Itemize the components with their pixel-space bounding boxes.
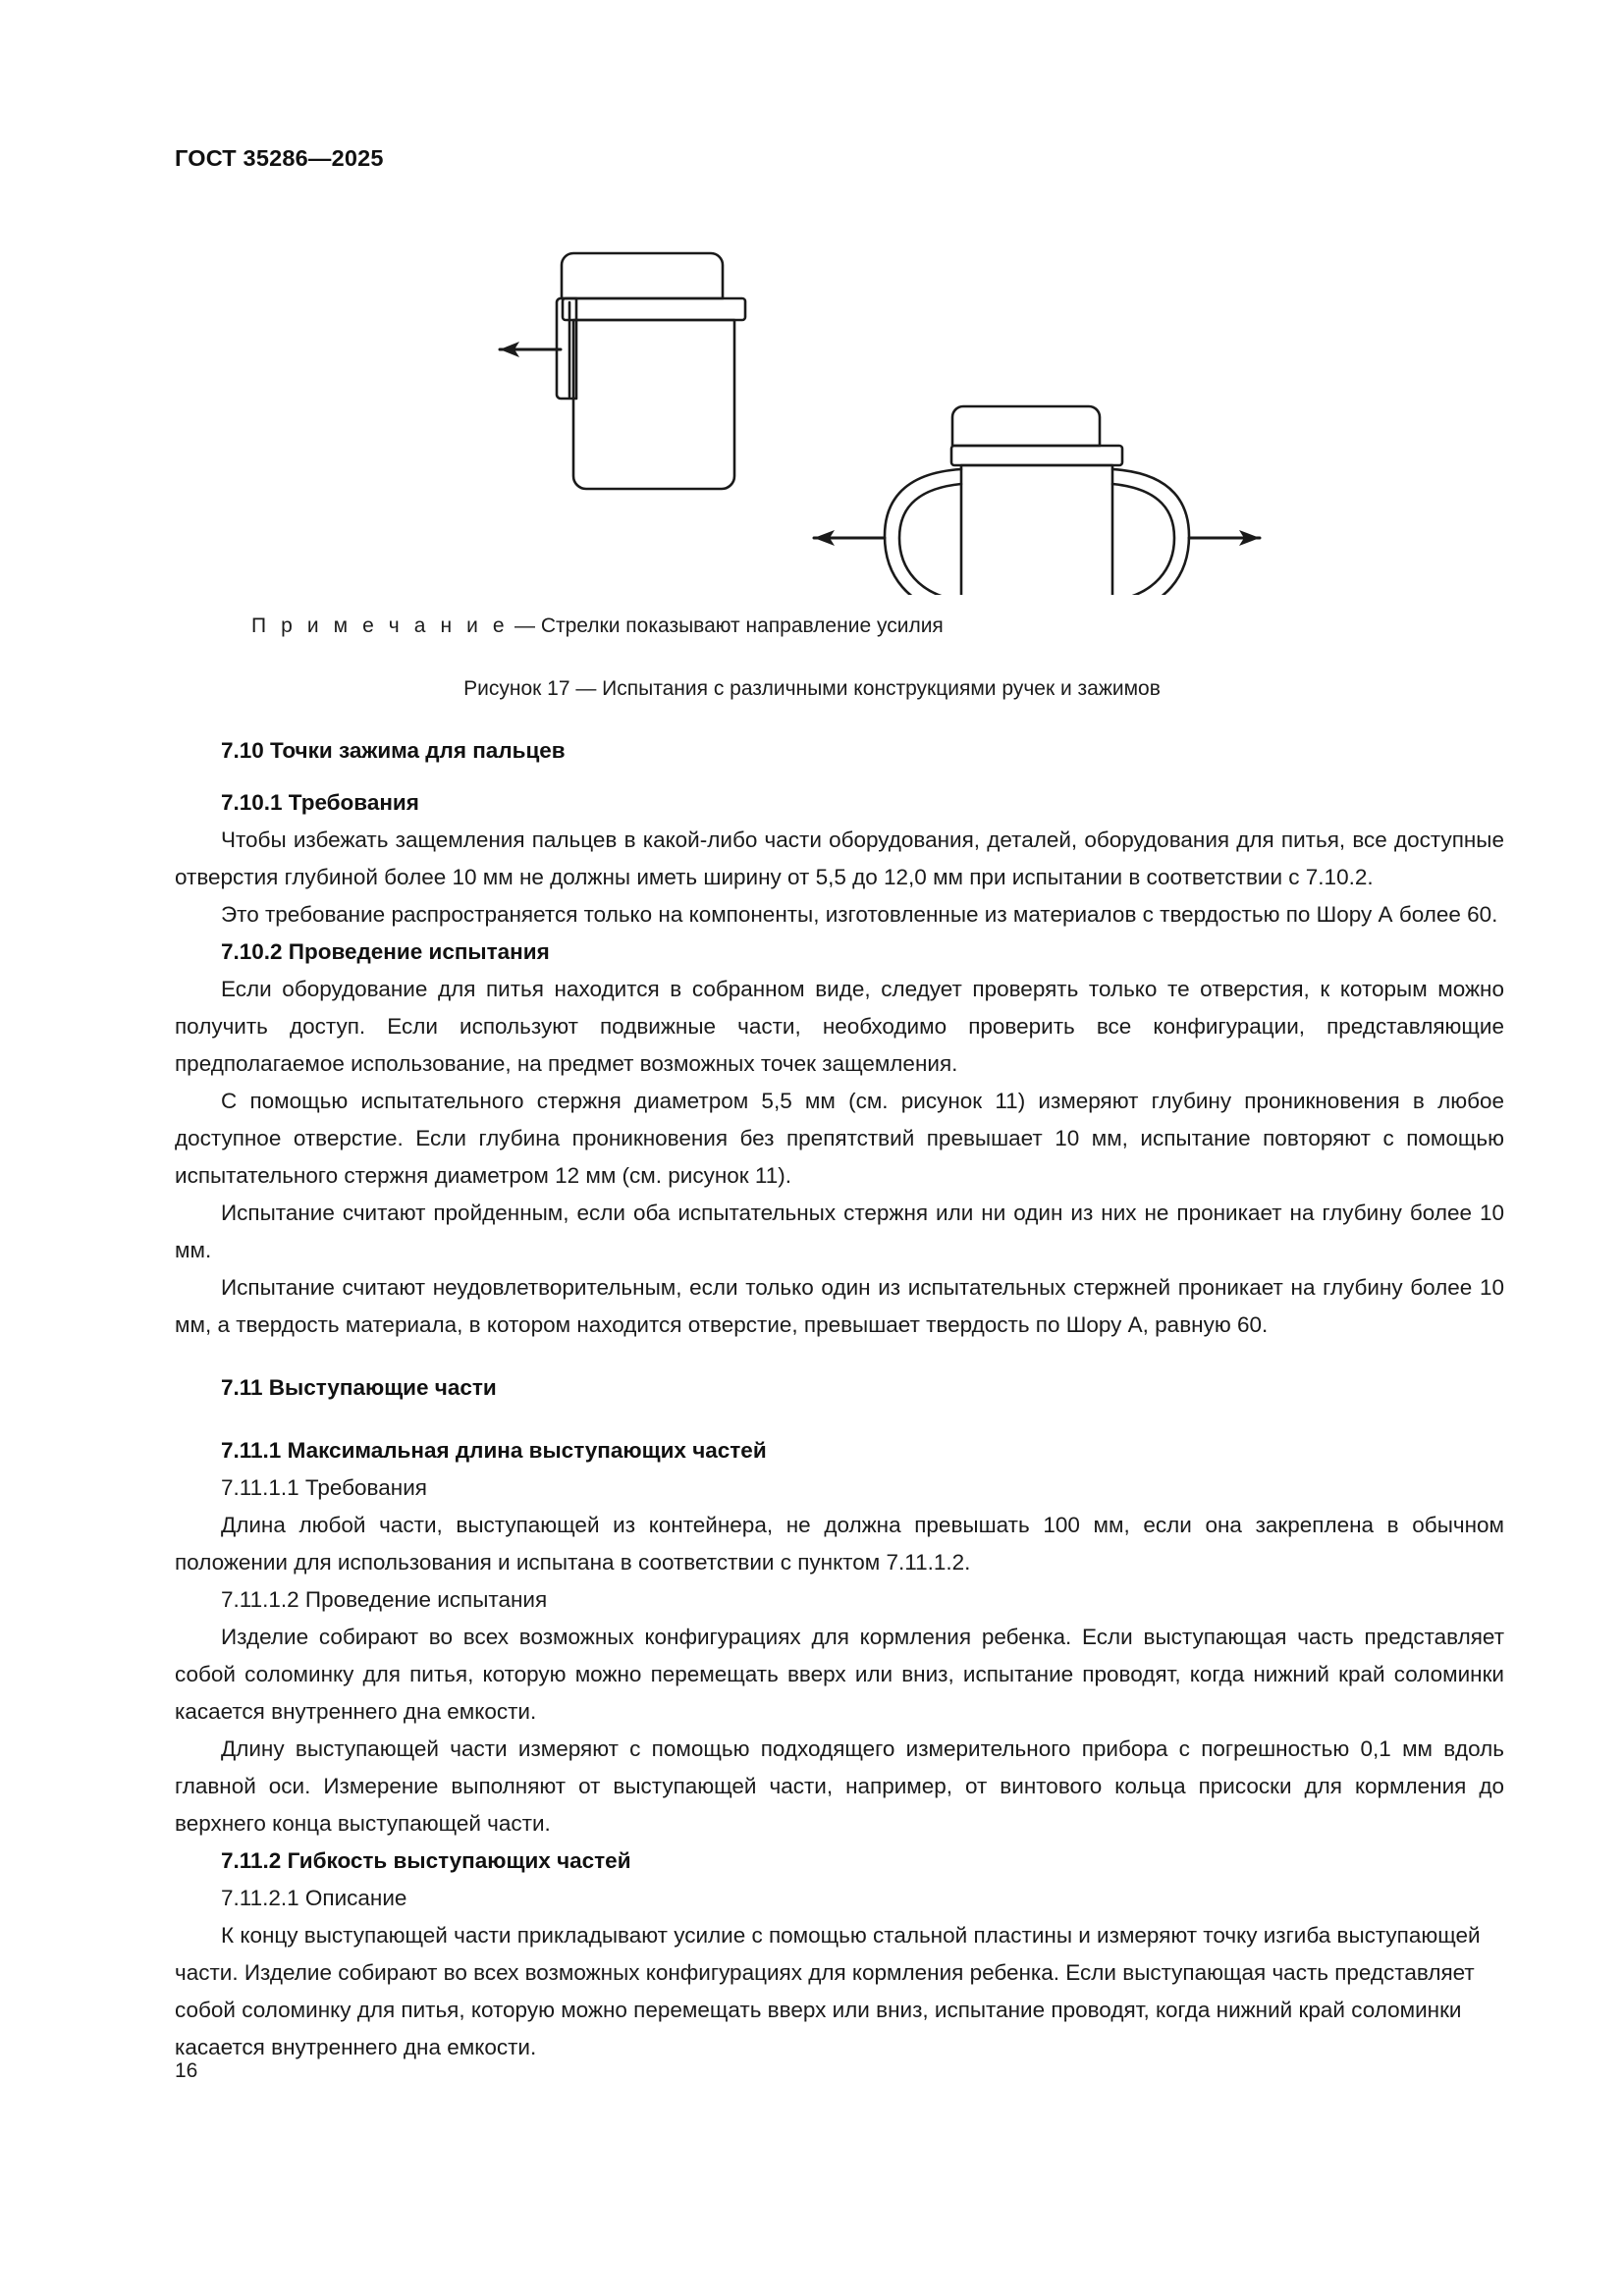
heading-7-10-2: 7.10.2 Проведение испытания	[221, 939, 550, 964]
heading-7-10-1: 7.10.1 Требования	[221, 790, 419, 815]
figure-note-label: П р и м е ч а н и е	[251, 614, 510, 637]
cup-with-clip-icon	[500, 253, 745, 489]
page-header-standard-number: ГОСТ 35286—2025	[175, 145, 384, 171]
heading-7-10: 7.10 Точки зажима для пальцев	[221, 738, 566, 763]
heading-7-11-1-2: 7.11.1.2 Проведение испытания	[221, 1587, 548, 1612]
paragraph-7-10-2-1: Если оборудование для питья находится в собранном виде, следует проверять только те отверстия, к которым можно получить доступ. Если используют подвижные части, необходимо проверить все конфигурации, представляющие предполагаемое использование, на предмет возможных точек защемления.	[175, 977, 1504, 1076]
cup-with-two-loop-handles-icon	[814, 406, 1260, 595]
paragraph-7-11-1-1-1: Длина любой части, выступающей из контейнера, не должна превышать 100 мм, если она закреплена в обычном положении для использования и испытана в соответствии с пунктом 7.11.1.2.	[175, 1513, 1504, 1575]
heading-7-11-2: 7.11.2 Гибкость выступающих частей	[221, 1848, 631, 1873]
paragraph-7-10-2-4: Испытание считают неудовлетворительным, если только один из испытательных стержней проникает на глубину более 10 мм, а твердость материала, в котором находится отверстие, превышает твердость по Шору А, равную 60.	[175, 1275, 1504, 1337]
paragraph-7-10-2-3: Испытание считают пройденным, если оба испытательных стержня или ни один из них не проникает на глубину более 10 мм.	[175, 1201, 1504, 1262]
heading-7-11-1-1: 7.11.1.1 Требования	[221, 1475, 427, 1500]
paragraph-7-10-2-2: С помощью испытательного стержня диаметром 5,5 мм (см. рисунок 11) измеряют глубину проникновения в любое доступное отверстие. Если глубина проникновения без препятствий превышает 10 мм, испытание повторяют с помощью испытательного стержня диаметром 12 мм (см. рисунок 11).	[175, 1089, 1504, 1188]
figure-17-drawing	[388, 192, 1291, 595]
spacer	[175, 1344, 1504, 1369]
spacer	[175, 1407, 1504, 1432]
heading-7-11-1: 7.11.1 Максимальная длина выступающих частей	[221, 1438, 767, 1463]
spacer	[175, 770, 1504, 784]
body-text-column	[175, 732, 1504, 2066]
paragraph-7-11-2-1-1: К концу выступающей части прикладывают усилие с помощью стальной пластины и измеряют точку изгиба выступающей части. Изделие собирают во всех возможных конфигурациях для кормления ребенка. Если выступающая часть представляет собой соломинку для питья, которую можно перемещать вверх или вниз, испытание проводят, когда нижний край соломинки касается внутреннего дна емкости.	[175, 1923, 1481, 2059]
figure-17-caption: Рисунок 17 — Испытания с различными конструкциями ручек и зажимов	[463, 677, 1161, 700]
figure-note	[251, 614, 944, 638]
paragraph-7-11-1-2-2: Длину выступающей части измеряют с помощью подходящего измерительного прибора с погрешностью 0,1 мм вдоль главной оси. Измерение выполняют от выступающей части, например, от винтового кольца присоски для кормления до верхнего конца выступающей части.	[175, 1736, 1504, 1836]
figure-17	[175, 192, 1504, 605]
paragraph-7-10-1-1: Чтобы избежать защемления пальцев в какой-либо части оборудования, деталей, оборудования для питья, все доступные отверстия глубиной более 10 мм не должны иметь ширину от 5,5 до 12,0 мм при испытании в соответствии с 7.10.2.	[175, 828, 1504, 889]
page-number: 16	[175, 2059, 198, 2082]
figure-note-dash: —	[509, 614, 541, 637]
paragraph-7-10-1-2: Это требование распространяется только на компоненты, изготовленные из материалов с твердостью по Шору А более 60.	[221, 902, 1498, 927]
heading-7-11-2-1: 7.11.2.1 Описание	[221, 1886, 407, 1910]
paragraph-7-11-1-2-1: Изделие собирают во всех возможных конфигурациях для кормления ребенка. Если выступающая часть представляет собой соломинку для питья, которую можно перемещать вверх или вниз, испытание проводят, когда нижний край соломинки касается внутреннего дна емкости.	[175, 1625, 1504, 1724]
heading-7-11: 7.11 Выступающие части	[221, 1375, 497, 1400]
figure-note-text: Стрелки показывают направление усилия	[540, 614, 944, 637]
